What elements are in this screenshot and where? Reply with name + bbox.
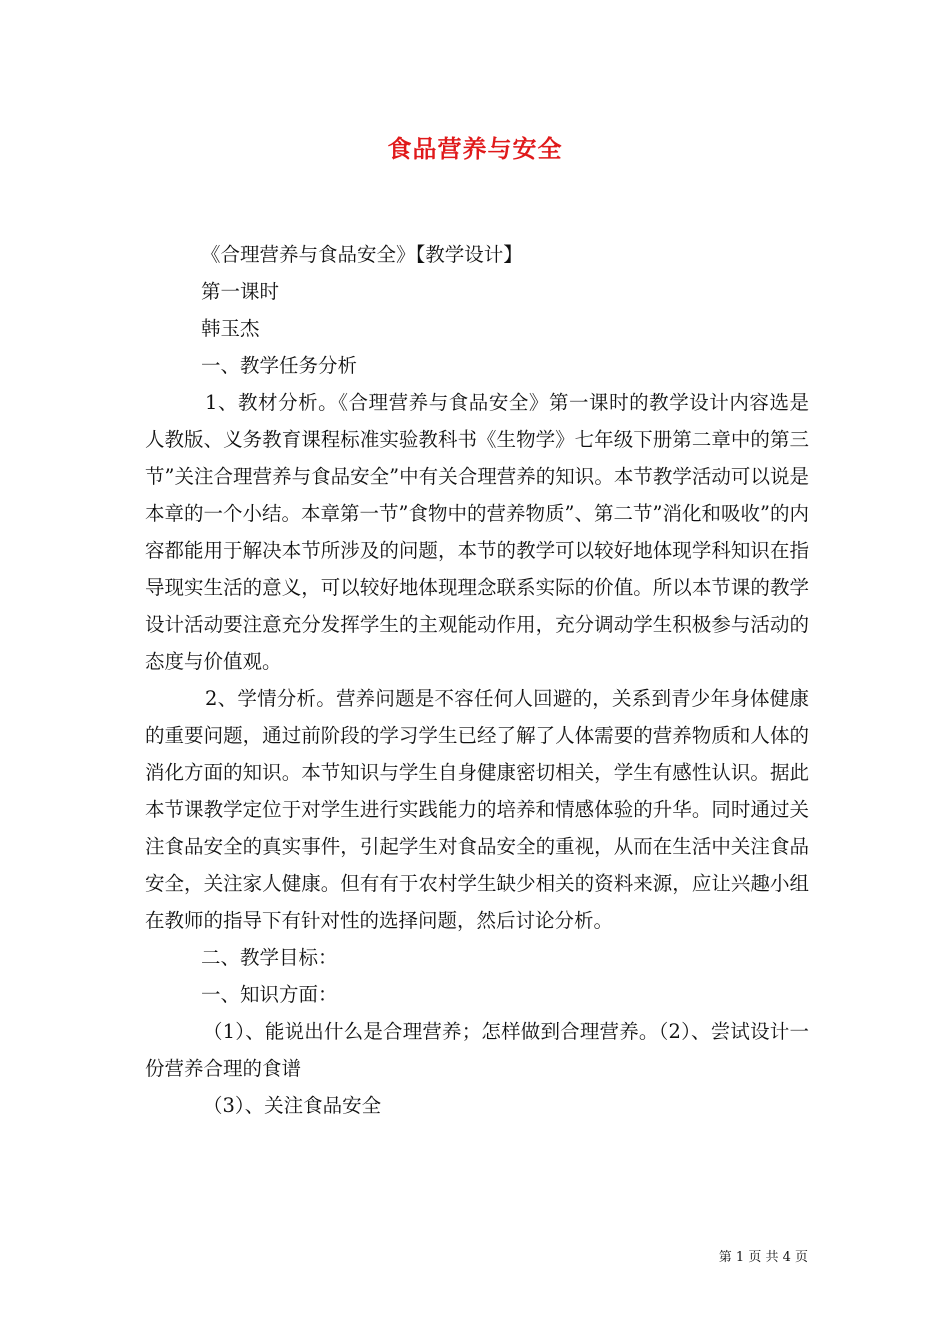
paragraph-knowledge-goals: （1）、能说出什么是合理营养；怎样做到合理营养。（2）、尝试设计一份营养合理的食谱 (145, 1020, 809, 1080)
page-number-footer: 第 1 页 共 4 页 (718, 1250, 808, 1265)
section-heading-teaching-goals: 二、教学目标： (201, 946, 338, 969)
paragraph-course-title: 《合理营养与食品安全》【教学设计】 (201, 243, 523, 266)
paragraph-textbook-analysis: 1、教材分析。《合理营养与食品安全》第一课时的教学设计内容选是人教版、义务教育课程标准实验教科书《生物学》七年级下册第二章中的第三节”关注合理营养与食品安全”中有关合理营养的知识。本节教学活动可以说是本章的一个小结。本章第一节”食物中的营养物质”、第二节”消化和吸收”的内容都能用于解决本节所涉及的问题，本节的教学可以较好地体现学科知识在指导现实生活的意义，可以较好地体现理念联系实际的价值。所以本节课的教学设计活动要注意充分发挥学生的主观能动作用，充分调动学生积极参与活动的态度与价值观。 (145, 391, 809, 673)
document-title: 食品营养与安全 (387, 134, 563, 163)
paragraph-student-analysis: 2、学情分析。营养问题是不容任何人回避的，关系到青少年身体健康的重要问题，通过前阶段的学习学生已经了解了人体需要的营养物质和人体的消化方面的知识。本节知识与学生自身健康密切相关，学生有感性认识。据此本节课教学定位于对学生进行实践能力的培养和情感体验的升华。同时通过关注食品安全的真实事件，引起学生对食品安全的重视，从而在生活中关注食品安全，关注家人健康。但有有于农村学生缺少相关的资料来源，应让兴趣小组在教师的指导下有针对性的选择问题，然后讨论分析。 (145, 687, 809, 932)
paragraph-lesson-number: 第一课时 (201, 280, 280, 303)
section-heading-task-analysis: 一、教学任务分析 (201, 354, 358, 377)
paragraph-food-safety-goal: （3）、关注食品安全 (203, 1094, 382, 1117)
paragraph-author: 韩玉杰 (201, 317, 260, 340)
subsection-heading-knowledge: 一、知识方面： (201, 983, 338, 1006)
document-body (145, 236, 809, 1124)
